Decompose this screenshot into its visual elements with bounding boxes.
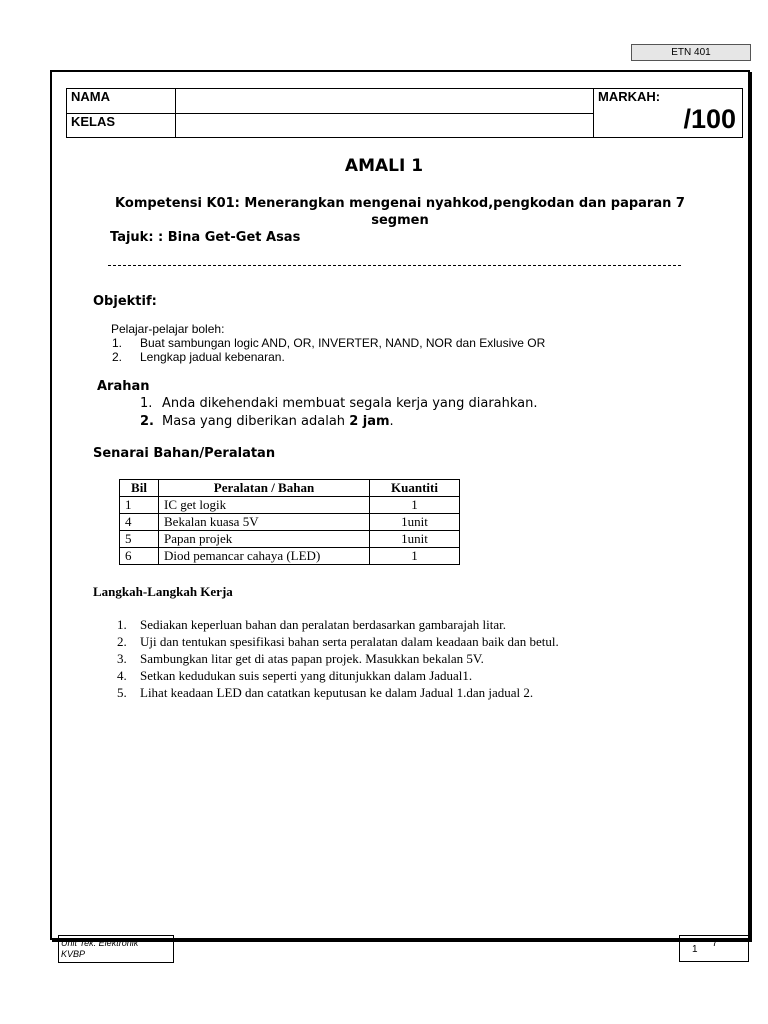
kelas-field[interactable]: [176, 113, 594, 138]
arahan-list: [140, 395, 538, 431]
markah-cell: [594, 89, 743, 138]
footer-unit-line2: KVBP: [61, 949, 86, 959]
markah-total: /100: [683, 104, 736, 134]
footer-page-box: [679, 935, 749, 962]
page-total: 7: [712, 938, 718, 949]
table-row: 4 Bekalan kuasa 5V 1unit: [120, 514, 460, 531]
objektif-list: [112, 336, 545, 364]
col-header-kuantiti: Kuantiti: [370, 480, 460, 497]
list-item: 2. Masa yang diberikan adalah 2 jam.: [140, 414, 394, 429]
course-code-box: [631, 44, 751, 61]
nama-label: NAMA: [67, 89, 176, 114]
col-header-peralatan: Peralatan / Bahan: [159, 480, 370, 497]
dashed-divider: [108, 265, 681, 266]
list-item: 1. Anda dikehendaki membuat segala kerja yang diarahkan.: [140, 396, 538, 411]
arahan-heading: Arahan: [97, 379, 150, 394]
footer-unit-line1: Unit Tek. Elektronik: [61, 938, 139, 948]
page-title: AMALI 1: [344, 156, 424, 176]
table-row: 6 Diod pemancar cahaya (LED) 1: [120, 548, 460, 565]
table-row: 1 IC get logik 1: [120, 497, 460, 514]
tajuk-text: Tajuk: : Bina Get-Get Asas: [110, 230, 301, 245]
list-item: 1. Buat sambungan logic AND, OR, INVERTER, NAND, NOR dan Exlusive OR: [112, 336, 546, 350]
senarai-heading: Senarai Bahan/Peralatan: [93, 446, 276, 461]
list-item: 2. Uji dan tentukan spesifikasi bahan serta peralatan dalam keadaan baik dan betul.: [117, 634, 559, 649]
list-item: 1. Sediakan keperluan bahan dan peralatan berdasarkan gambarajah litar.: [117, 617, 506, 632]
page-number: 1: [692, 944, 698, 955]
nama-field[interactable]: [176, 89, 594, 114]
col-header-bil: Bil: [120, 480, 159, 497]
course-code: ETN 401: [671, 47, 711, 58]
objektif-intro: Pelajar-pelajar boleh:: [111, 322, 225, 336]
kelas-label: KELAS: [67, 113, 176, 138]
list-item: 3. Sambungkan litar get di atas papan projek. Masukkan bekalan 5V.: [117, 651, 484, 666]
objektif-heading: Objektif:: [93, 294, 157, 309]
list-item: 2. Lengkap jadual kebenaran.: [112, 350, 285, 364]
list-item: 4. Setkan kedudukan suis seperti yang ditunjukkan dalam Jadual1.: [117, 668, 473, 683]
langkah-list: [117, 616, 559, 701]
footer-unit-box: [58, 935, 174, 963]
table-row: 5 Papan projek 1unit: [120, 531, 460, 548]
langkah-heading: Langkah-Langkah Kerja: [93, 584, 233, 599]
markah-label: MARKAH:: [598, 89, 661, 104]
kompetensi-text: Kompetensi K01: Menerangkan mengenai nyahkod,pengkodan dan paparan 7 segmen: [115, 196, 685, 228]
equipment-table: [119, 479, 460, 565]
student-info-table: [66, 88, 743, 138]
list-item: 5. Lihat keadaan LED dan catatkan keputusan ke dalam Jadual 1.dan jadual 2.: [117, 685, 534, 700]
